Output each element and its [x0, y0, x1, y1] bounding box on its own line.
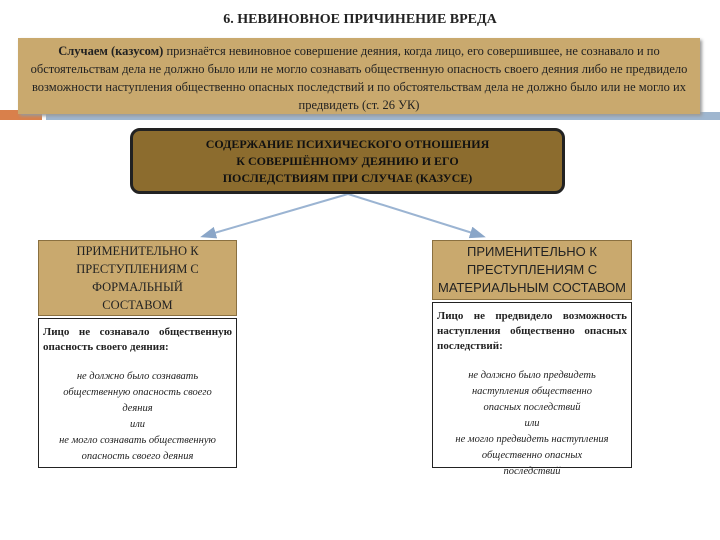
slide-title: 6. НЕВИНОВНОЕ ПРИЧИНЕНИЕ ВРЕДА [223, 12, 497, 27]
formal-crimes-header: ПРИМЕНИТЕЛЬНО К ПРЕСТУПЛЕНИЯМ С ФОРМАЛЬНЫЙ СОСТАВОМ [38, 240, 237, 316]
formal-crimes-content [38, 318, 237, 468]
formal-crimes-detail: не должно было сознавать общественную опасность своего деяния или не могло сознавать общественную опасность своего деяния [59, 371, 216, 462]
material-crimes-content [432, 302, 632, 477]
definition-text: признаётся невиновное совершение деяния, когда лицо, его совершившее, не сознавало и по обстоятельствам дела не должно было или не могло сознавать общественную опасность своего деяния либо не предвидело возможности наступления общественно опасных последствий и по обстоятельствам дела не должно было или не могло их предвидеть (ст. 26 УК) [30, 44, 688, 112]
central-concept-box: СОДЕРЖАНИЕ ПСИХИЧЕСКОГО ОТНОШЕНИЯ К СОВЕРШЁННОМУ ДЕЯНИЮ И ЕГО ПОСЛЕДСТВИЯМ ПРИ СЛУЧАЕ (КАЗУСЕ) [130, 128, 565, 194]
material-crimes-detail: не должно было предвидеть наступления общественно опасных последствий или не могло предвидеть наступления общественно опасных последствий [455, 370, 609, 477]
material-crimes-header: ПРИМЕНИТЕЛЬНО К ПРЕСТУПЛЕНИЯМ С МАТЕРИАЛЬНЫМ СОСТАВОМ [432, 240, 632, 300]
material-crimes-lead: Лицо не предвидело возможность наступления общественно опасных последствий: [437, 310, 627, 352]
definition-term: Случаем (казусом) [58, 44, 164, 58]
arrow-right [348, 194, 482, 236]
formal-crimes-lead: Лицо не сознавало общественную опасность своего деяния: [43, 326, 232, 353]
arrow-left [204, 194, 348, 236]
